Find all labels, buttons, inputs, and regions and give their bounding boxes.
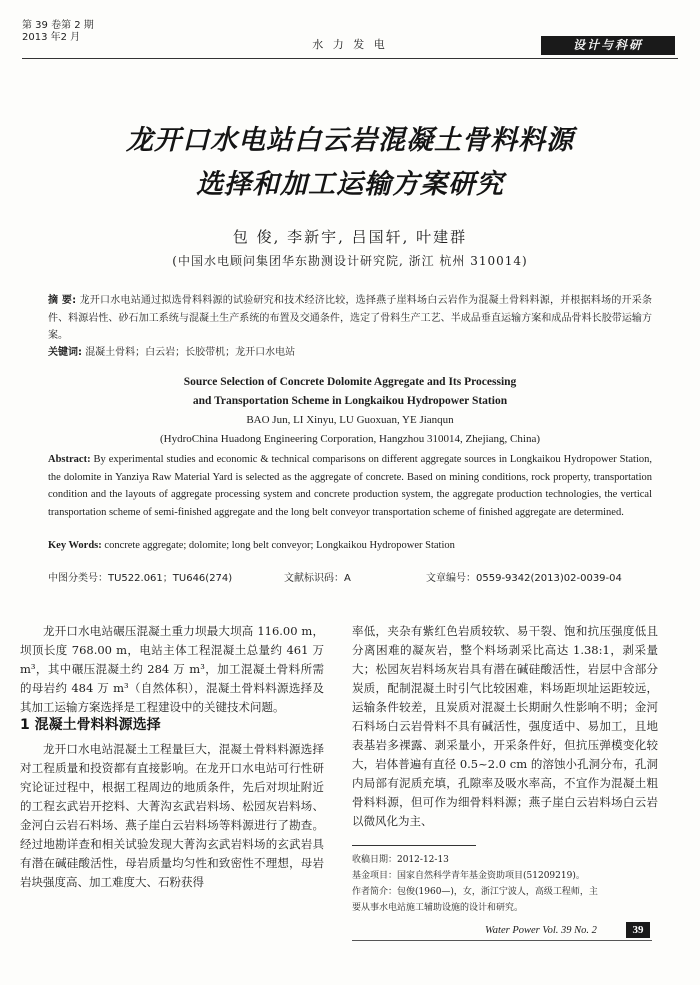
keywords-en [48, 540, 652, 551]
keywords-en-text: concrete aggregate; dolomite; long belt conveyor; Longkaikou Hydropower Station [104, 540, 455, 551]
body-intro [20, 622, 324, 717]
column-badge: 设计与科研 [541, 36, 675, 55]
body-section1 [20, 740, 324, 892]
affiliation-en: (HydroChina Huadong Engineering Corporation, Hangzhou 310014, Zhejiang, China) [159, 433, 541, 445]
footer-journal: Water Power Vol. 39 No. 2 [485, 925, 597, 936]
authors-cn: 包 俊, 李新宇, 吕国轩, 叶建群 [232, 228, 468, 246]
authors-en: BAO Jun, LI Xinyu, LU Guoxuan, YE Jianqun [246, 414, 454, 426]
footnote [352, 852, 658, 916]
footnote-rule [352, 845, 476, 846]
author-bio-2: 要从事水电站施工辅助设施的设计和研究。 [352, 903, 524, 913]
section1-paragraph: 龙开口水电站混凝土工程量巨大，混凝土骨料料源选择对工程质量和投资都有直接影响。在龙开口水电站可行性研究论证过程中，根据工程周边的地质条件，先后对坝址附近的工程玄武岩开挖料、大菁沟玄武岩料场、松园灰岩料场、金河白云岩石料场、燕子崖白云岩料场等料源进行了勘查。经过地勘详查和相关试验发现大菁沟玄武岩料场的玄武岩具有潜在碱硅酸活性，母岩质量均匀性和致密性不理想，母岩岩块强度高、加工难度大、石粉获得 [20, 742, 324, 889]
footer-rule [352, 940, 652, 941]
journal-name: 水 力 发 电 [312, 38, 388, 51]
author-bio-1: 作者简介：包俊(1960—)，女，浙江宁波人，高级工程师，主 [352, 887, 598, 897]
issue-date: 2013 年2 月 [22, 32, 81, 43]
page-number: 39 [626, 922, 650, 938]
affiliation-cn: (中国水电顾问集团华东勘测设计研究院, 浙江 杭州 310014) [172, 254, 528, 268]
right-column-paragraph: 率低，夹杂有紫红色岩质较软、易干裂、饱和抗压强度低且分离困难的凝灰岩，整个料场剥采比高达 1.38:1，剥采量大；松园灰岩料场灰岩具有潜在碱硅酸活性，岩层中含部分炭质，配制混凝土时引气比较困难，料场距坝址运距较远，运输条件较差，且炭质对混凝土长期耐久性影响不明；金河石料场白云岩骨料不具有碱活性，强度适中、易加工，且地表基岩多裸露、剥采量小，开采条件好，但抗压弹模变化较大，岩体普遍有直径 0.5~2.0 cm 的溶蚀小孔洞分布，孔洞内局部有泥质充填，孔隙率及吸水率高，不宜作为混凝土粗骨料料源，但可作为细骨料料源；燕子崖白云岩料场白云岩以微风化为主、 [352, 624, 658, 828]
title-cn-line2: 选择和加工运输方案研究 [196, 169, 504, 200]
body-right-column [352, 622, 658, 831]
fund-project: 基金项目：国家自然科学青年基金资助项目(51209219)。 [352, 871, 585, 881]
abstract-cn-label: 摘 要: [48, 295, 77, 306]
title-en-line1: Source Selection of Concrete Dolomite Aggregate and Its Processing [183, 376, 517, 388]
intro-paragraph: 龙开口水电站碾压混凝土重力坝最大坝高 116.00 m，坝顶长度 768.00 m，电站主体工程混凝土总量约 461 万 m³，其中碾压混凝土约 284 万 m³，加工混凝土骨料所需的母岩约 484 万 m³（自然体积），混凝土骨料料源选择及其加工运输方案选择是工程建设中的关键技术问题。 [20, 624, 324, 714]
clc-number: 中图分类号：TU522.061；TU646(274) [48, 573, 233, 584]
article-number: 文章编号：0559-9342(2013)02-0039-04 [426, 573, 622, 584]
title-cn-line1: 龙开口水电站白云岩混凝土骨料料源 [126, 125, 574, 156]
issue-volume: 第 39 卷第 2 期 [22, 20, 94, 31]
abstract-en [48, 451, 652, 521]
document-code: 文献标识码：A [284, 573, 351, 584]
section-heading: 1 混凝土骨料料源选择 [20, 717, 161, 733]
abstract-cn-text: 龙开口水电站通过拟选骨料料源的试验研究和技术经济比较，选择燕子崖料场白云岩作为混凝土骨料料源，并根据料场的开采条件、料源岩性、砂石加工系统与混凝土生产系统的布置及交通条件，选定了骨料生产工艺、半成品垂直运输方案和成品骨料长胶带运输方案。 [48, 295, 653, 341]
keywords-cn-text: 混凝土骨料；白云岩；长胶带机；龙开口水电站 [85, 347, 296, 358]
keywords-cn [48, 346, 652, 360]
keywords-cn-label: 关键词: [48, 347, 82, 358]
title-en-line2: and Transportation Scheme in Longkaikou Hydropower Station [192, 395, 508, 407]
abstract-en-label: Abstract: [48, 454, 91, 465]
abstract-cn [48, 292, 652, 345]
keywords-en-label: Key Words: [48, 540, 102, 551]
abstract-en-text: By experimental studies and economic & technical comparisons on different aggregate sources in Longkaikou Hydropower Station, the dolomite in Yanziya Raw Material Yard is selected as the aggregate of concrete. Based on mining conditions, rock property, transportation condition and the layouts of aggregate processing system and concrete production system, the aggregate production technologies, the vertical transportation scheme of semi-finished aggregate and the long belt conveyor transportation scheme of finished aggregate are determined. [48, 454, 652, 518]
header-rule [22, 58, 678, 59]
received-date: 收稿日期：2012-12-13 [352, 855, 449, 865]
